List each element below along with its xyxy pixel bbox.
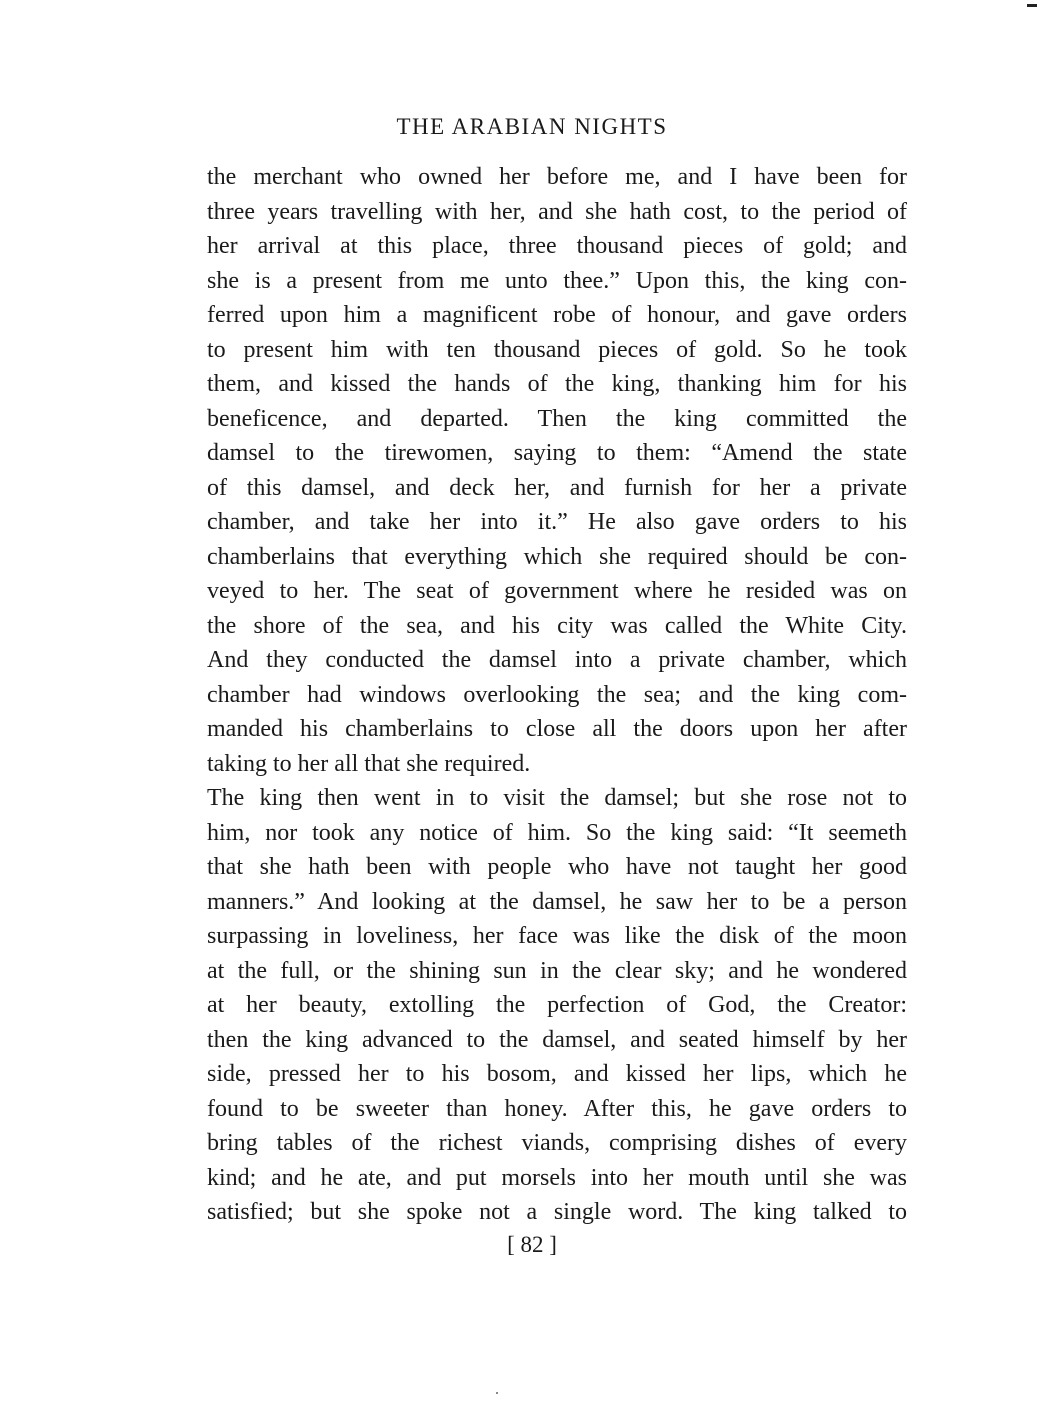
page-body — [207, 160, 907, 1230]
text-line: damsel to the tirewomen, saying to them: “Amend the state — [207, 440, 907, 466]
text-line: surpassing in loveliness, her face was like the disk of the moon — [207, 923, 907, 949]
scan-speck — [496, 1392, 498, 1394]
text-line: them, and kissed the hands of the king, thanking him for his — [207, 371, 907, 397]
text-line: chamber had windows overlooking the sea; and the king com- — [207, 681, 907, 708]
text-line: The king then went in to visit the damsel; but she rose not to — [207, 785, 907, 811]
text-line: the shore of the sea, and his city was called the White City. — [207, 612, 907, 639]
text-line: at the full, or the shining sun in the clear sky; and he wondered — [207, 957, 907, 984]
text-line: bring tables of the richest viands, comprising dishes of every — [207, 1130, 907, 1156]
text-line: taking to her all that she required. — [207, 750, 531, 777]
text-line: that she hath been with people who have not taught her good — [207, 854, 907, 880]
text-line: side, pressed her to his bosom, and kissed her lips, which he — [207, 1061, 907, 1087]
text-line: her arrival at this place, three thousand pieces of gold; and — [207, 233, 907, 259]
text-line: of this damsel, and deck her, and furnish for her a private — [207, 474, 907, 501]
text-line: And they conducted the damsel into a private chamber, which — [207, 647, 907, 673]
running-title: THE ARABIAN NIGHTS — [396, 114, 668, 139]
text-line: beneficence, and departed. Then the king committed the — [207, 405, 907, 432]
text-line: chamberlains that everything which she required should be con- — [207, 543, 907, 570]
text-line: then the king advanced to the damsel, and seated himself by her — [207, 1026, 907, 1053]
text-line: to present him with ten thousand pieces of gold. So he took — [207, 336, 907, 363]
text-line: she is a present from me unto thee.” Upon this, the king con- — [207, 267, 907, 294]
paragraph-2 — [207, 781, 907, 1230]
text-line: ferred upon him a magnificent robe of honour, and gave orders — [207, 302, 907, 328]
text-line: satisfied; but she spoke not a single word. The king talked to — [207, 1199, 907, 1225]
text-line: manded his chamberlains to close all the doors upon her after — [207, 716, 907, 742]
text-line: at her beauty, extolling the perfection of God, the Creator: — [207, 992, 907, 1018]
text-line: veyed to her. The seat of government where he resided was on — [207, 578, 907, 604]
text-line: the merchant who owned her before me, and I have been for — [207, 164, 907, 190]
text-line: him, nor took any notice of him. So the king said: “It seemeth — [207, 819, 907, 846]
scan-mark — [1027, 4, 1037, 7]
text-line: found to be sweeter than honey. After this, he gave orders to — [207, 1095, 907, 1122]
text-line: manners.” And looking at the damsel, he saw her to be a person — [207, 888, 907, 915]
text-line: three years travelling with her, and she hath cost, to the period of — [207, 198, 907, 225]
text-line: kind; and he ate, and put morsels into her mouth until she was — [207, 1164, 907, 1191]
page-number: [ 82 ] — [507, 1232, 557, 1257]
paragraph-1 — [207, 160, 907, 781]
text-line: chamber, and take her into it.” He also gave orders to his — [207, 509, 907, 535]
